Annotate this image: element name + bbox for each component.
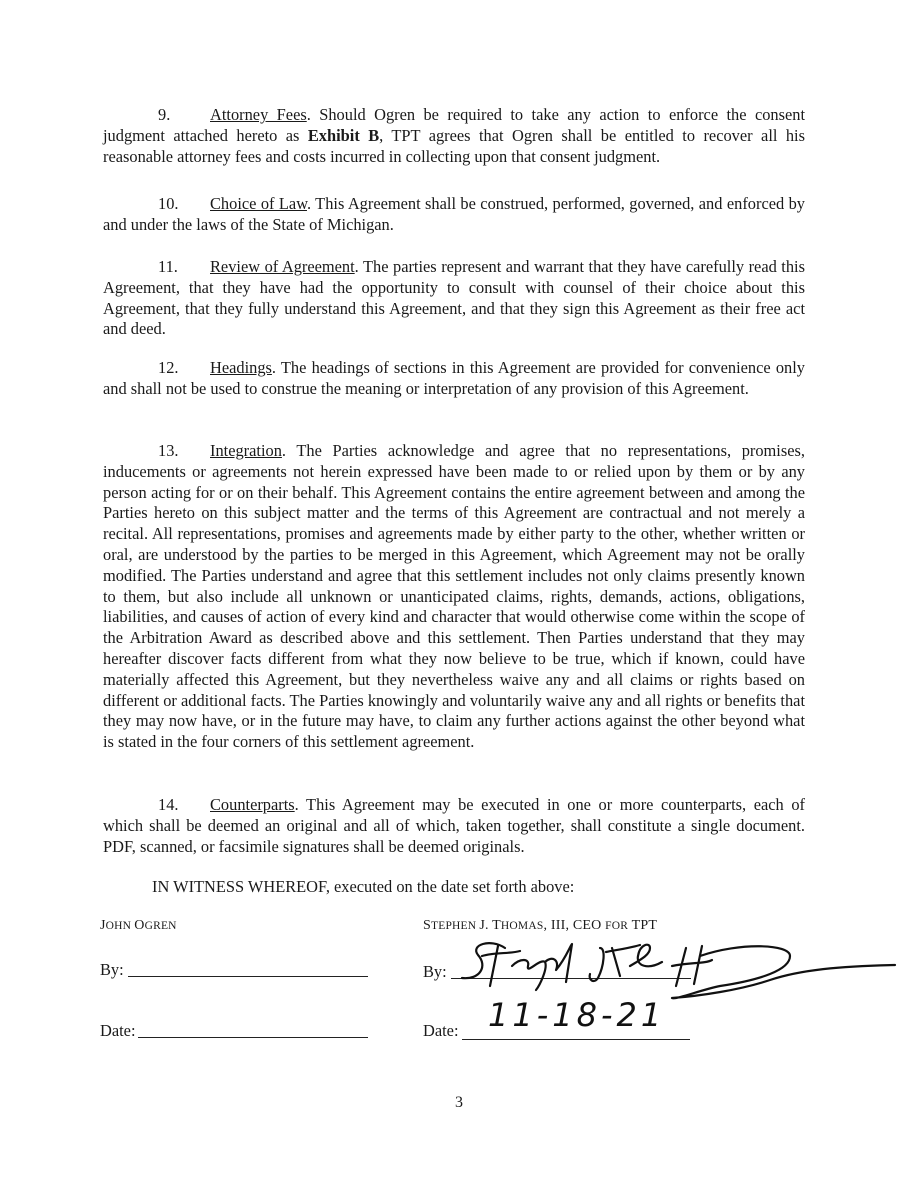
date-label-right: Date: (423, 1021, 459, 1040)
section-12 (103, 358, 805, 400)
section-heading: Review of Agreement (210, 257, 355, 276)
signatory-name-right (423, 918, 657, 934)
section-text: . The Parties acknowledge and agree that no representations, promises, inducements or agreements not herein expressed have been made to or relied upon by them or by any person acting for or on their behalf. This Agreement contains the entire agreement between and among the Parties hereto on this subject matter and the terms of this Agreement are contractual and not merely a recital. All representations, promises and agreements made by either party to the other, whether written or oral, are understood by the parties to be merged in this Agreement, which Agreement may not be orally modified. The Parties understand and agree that this settlement includes not only claims presently known to them, but also include all unknown or unanticipated claims, rights, demands, actions, obligations, liabilities, and causes of action of every kind and character that would otherwise come within the scope of the Arbitration Award as described above and this settlement. Then Parties understand that they may hereafter discover facts different from what they now believe to be true, which if known, could have materially affected this Agreement, but they nevertheless waive any and all claims or rights based on different or additional facts. The Parties knowingly and voluntarily waive any and all rights or benefits that they may now have, or in the future may have, to claim any further actions against the other beyond what is stated in the four corners of this settlement agreement. (103, 441, 805, 752)
name-company: TPT (628, 918, 658, 933)
exhibit-reference: Exhibit B (307, 125, 380, 145)
signature-line-right[interactable] (451, 978, 691, 979)
handwritten-date: 11-18-21 (488, 996, 666, 1034)
name-initial: J (100, 918, 106, 933)
name-rest: FOR (605, 920, 629, 932)
signature-line-left[interactable] (128, 976, 368, 977)
section-text: . The parties represent and warrant that they have carefully read this Agreement, that they have had the opportunity to consult with counsel of their choice about this Agreement, that they fully understand this Agreement, and that they sign this Agreement as their free act and deed. (103, 257, 805, 339)
section-number: 10. (158, 194, 179, 213)
section-number: 11. (158, 257, 178, 276)
signatory-name-left (100, 918, 177, 934)
section-text: . The headings of sections in this Agreement are provided for convenience only and shall not be used to construe the meaning or interpretation of any provision of this Agreement. (103, 358, 805, 398)
section-text: . This Agreement may be executed in one or more counterparts, each of which shall be deemed an original and all of which, taken together, shall constitute a single document. PDF, scanned, or facsimile signatures shall be deemed originals. (103, 795, 805, 856)
date-line-right[interactable] (462, 1039, 690, 1040)
witness-clause: IN WITNESS WHEREOF, executed on the date set forth above: (152, 877, 575, 896)
page-number: 3 (455, 1094, 463, 1111)
name-initial: J. T (479, 918, 501, 933)
name-title: , III, CEO (543, 918, 606, 933)
section-text: . Should Ogren be required to take any action to enforce the consent judgment attached hereto as (103, 105, 806, 145)
name-initial: S (423, 918, 431, 933)
by-label-left: By: (100, 960, 124, 979)
section-number: 14. (158, 795, 179, 814)
name-initial: O (134, 918, 145, 933)
section-heading: Integration (210, 441, 282, 460)
name-rest: TEPHEN (431, 920, 480, 932)
name-rest: GREN (144, 920, 177, 932)
section-14 (103, 795, 805, 857)
date-label-left: Date: (100, 1021, 136, 1040)
section-text: , TPT agrees that Ogren shall be entitled to recover all his reasonable attorney fees and costs incurred in collecting upon that consent judgment. (103, 125, 805, 166)
section-number: 9. (158, 105, 171, 124)
section-text: . This Agreement shall be construed, performed, governed, and enforced by and under the laws of the State of Michigan. (103, 194, 805, 234)
date-line-left[interactable] (138, 1037, 368, 1038)
section-heading: Attorney Fees (210, 105, 307, 124)
section-heading: Choice of Law (210, 194, 307, 213)
section-10 (103, 194, 805, 236)
section-9 (103, 105, 805, 167)
section-13 (103, 441, 805, 753)
name-rest: OHN (105, 920, 135, 932)
section-number: 12. (158, 358, 179, 377)
section-heading: Headings (210, 358, 272, 377)
section-11 (103, 257, 805, 340)
by-label-right: By: (423, 962, 447, 981)
name-rest: HOMAS (500, 920, 544, 932)
section-heading: Counterparts (210, 795, 295, 814)
section-number: 13. (158, 441, 179, 460)
